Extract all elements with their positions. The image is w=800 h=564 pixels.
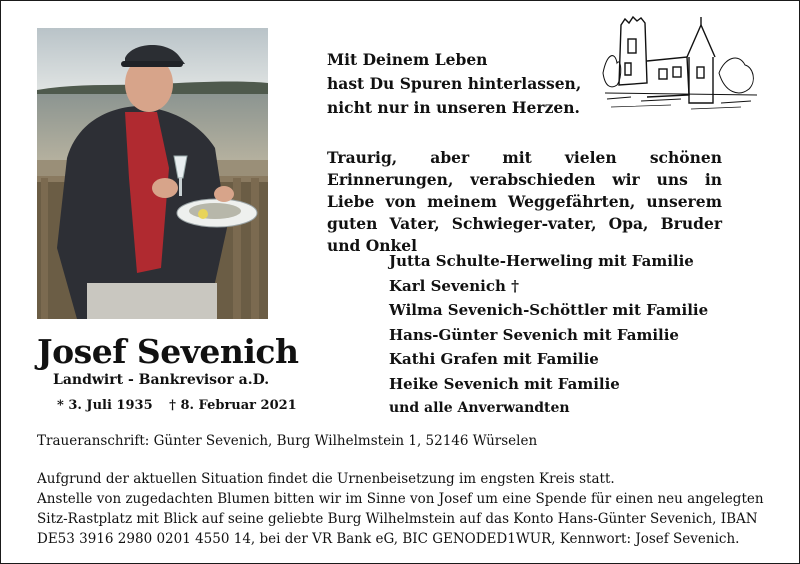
mourner-entry: Wilma Sevenich-Schöttler mit Familie: [389, 301, 709, 319]
portrait-photo: [37, 28, 268, 319]
deceased-name: Josef Sevenich: [37, 332, 299, 371]
poem-line: Mit Deinem Leben: [327, 50, 488, 69]
mourning-message: Traurig, aber mit vielen schönen Erinnerungen, verabschieden wir uns in Liebe von meinem Weggefährten, unserem guten Vater, Schwieger-vater, Opa, Bruder und Onkel: [327, 148, 722, 255]
notice-line: Anstelle von zugedachten Blumen bitten wir im Sinne von Josef um eine Spende für einen neu angelegten: [37, 491, 764, 507]
notice-line: Aufgrund der aktuellen Situation findet die Urnenbeisetzung im engsten Kreis statt.: [37, 471, 615, 487]
notice-line: Sitz-Rastplatz mit Blick auf seine geliebte Burg Wilhelmstein auf das Konto Hans-Günter Sevenich, IBAN: [37, 511, 758, 527]
mourner-entry-relatives: und alle Anverwandten: [389, 400, 570, 416]
mourning-address: Traueranschrift: Günter Sevenich, Burg Wilhelmstein 1, 52146 Würselen: [37, 433, 538, 449]
birth-date: * 3. Juli 1935: [57, 398, 153, 413]
poem-line: hast Du Spuren hinterlassen,: [327, 74, 582, 93]
life-dates: [57, 398, 297, 413]
portrait-illustration: [37, 28, 268, 319]
deceased-profession: Landwirt - Bankrevisor a.D.: [53, 372, 270, 388]
poem-line: nicht nur in unseren Herzen.: [327, 98, 580, 117]
death-date: † 8. Februar 2021: [169, 398, 297, 413]
funeral-notice: [37, 469, 764, 549]
castle-illustration: [601, 13, 761, 125]
notice-line: DE53 3916 2980 0201 4550 14, bei der VR Bank eG, BIC GENODED1WUR, Kennwort: Josef Sevenich.: [37, 531, 740, 547]
poem: [327, 48, 581, 120]
mourner-entry: Heike Sevenich mit Familie: [389, 374, 620, 393]
mourners-list: [389, 249, 708, 421]
mourner-entry: Jutta Schulte-Herweling mit Familie: [389, 252, 694, 270]
mourner-entry: Karl Sevenich †: [389, 276, 519, 295]
mourner-entry: Kathi Grafen mit Familie: [389, 350, 599, 368]
mourner-entry: Hans-Günter Sevenich mit Familie: [389, 325, 679, 344]
